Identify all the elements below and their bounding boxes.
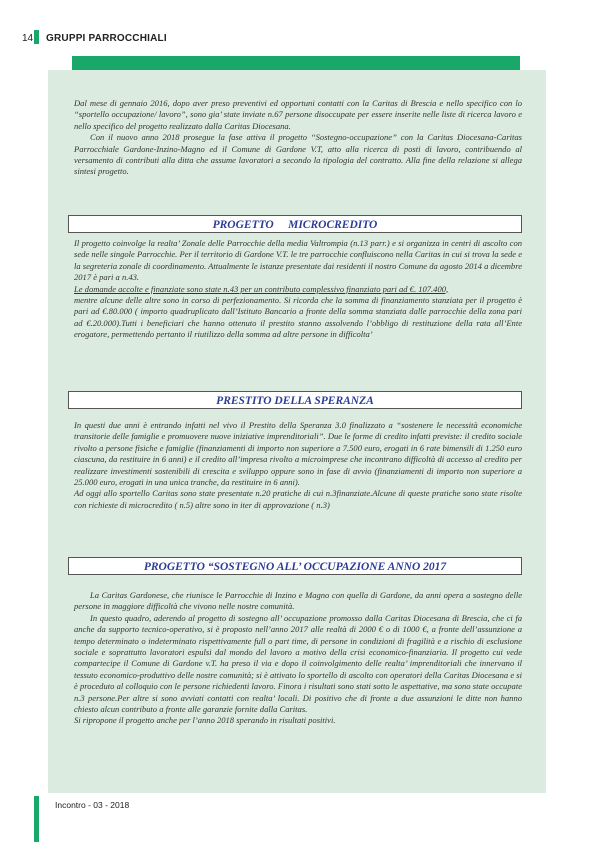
section-title-microcredito: PROGETTO MICROCREDITO: [68, 215, 522, 233]
section-title-prestito: PRESTITO DELLA SPERANZA: [68, 391, 522, 409]
footer-accent-bar: [34, 796, 39, 842]
body-paragraph: La Caritas Gardonese, che riunisce le Parrocchie di Inzino e Magno con quella di Gardone, da anni opera a sostegno delle persone in maggiore difficoltà che vivono nelle nostre comunità.: [74, 590, 522, 612]
body-paragraph: mentre alcune delle altre sono in corso di perfezionamento. Si ricorda che la somma di finanziamento stanziata per il progetto è pari ad €.80.000 ( importo quadruplicato dall’Istituto Bancario a fronte della somma stanziata dalle parrocchie della zona pari ad €.20.000).Tutti i beneficiari che hanno ottenuto il prestito stanno assolvendo l’obbligo di restituzione della rata all’Ente erogatore, permettendo pertanto il riutilizzo della somma ad altre persone in difficolta’: [74, 295, 522, 340]
top-green-band: [72, 56, 520, 70]
section-body-occupazione: [74, 590, 522, 727]
section-header: GRUPPI PARROCCHIALI: [46, 33, 167, 44]
footer-text: Incontro - 03 - 2018: [55, 800, 130, 810]
page-number: 14: [22, 33, 34, 44]
body-paragraph: Il progetto coinvolge la realta’ Zonale delle Parrocchie della media Valtrompia (n.13 parr.) e si organizza in centri di ascolto con sede nelle singole Parrocchie. Per il territorio di Gardone V.T. le tre parrocchie confluiscono nella Caritas in cui si trova la sede e la segreteria zonale di coordinamento. Attualmente le istanze presentate dai residenti il nostro Comune da agosto 2014 a dicembre 2017 è pari a n.43.: [74, 238, 522, 283]
intro-paragraph: Con il nuovo anno 2018 prosegue la fase attiva il progetto “Sostegno-occupazione” con la Caritas Diocesana-Caritas Parrocchiale Gardone-Inzino-Magno ed il Comune di Gardone V.T, atto alla ricerca di posti di lavoro, contribuendo al versamento di contributi alla ditta che assume lavoratori a secondo la tipologia del contratto. Alla fine della relazione si allega sintesi progetto.: [74, 132, 522, 177]
body-paragraph-underlined: Le domande accolte e finanziate sono state n.43 per un contributo complessivo finanziato pari ad €. 107.400,: [74, 283, 449, 294]
header-accent-bar: [34, 30, 39, 44]
section-title-occupazione: PROGETTO “SOSTEGNO ALL’ OCCUPAZIONE ANNO 2017: [68, 557, 522, 575]
body-paragraph: In questi due anni è entrando infatti nel vivo il Prestito della Speranza 3.0 finalizzato a “sostenere le necessità economiche transitorie delle famiglie e promuovere nuove iniziative imprenditoriali”. Due le forme di credito infatti previste: il credito sociale rivolto a persone fisiche e famiglie (finanziamenti di importo non superiore a 7.500 euro, erogati in 6 rate bimensili di 1.250 euro ciascuna, da restituire in 6 anni) e il credito all’impresa rivolto a microimprese che incontrano difficoltà di accesso al credito per realizzare investimenti sostenibili di crescita e sviluppo oppure sono in fase di avvio (finanziamenti di importo non superiore a 25.000 euro, erogati in una unica tranche, da restituire in 6 anni).: [74, 420, 522, 488]
body-paragraph: Ad oggi allo sportello Caritas sono state presentate n.20 pratiche di cui n.3finanziate.Alcune di queste pratiche sono state risolte con richieste di microcredito ( n.5) altre sono in iter di approvazione ( n.3): [74, 488, 522, 510]
section-body-prestito: [74, 420, 522, 511]
body-paragraph: Si ripropone il progetto anche per l’anno 2018 sperando in risultati positivi.: [74, 715, 336, 726]
intro-paragraph: Dal mese di gennaio 2016, dopo aver preso preventivi ed opportuni contatti con la Caritas di Brescia e nello specifico con lo “sportello occupazione/ lavoro”, sono gia’ state inviate n.67 persone disoccupate per essere inserite nelle liste di ricerca lavoro e nello specifico del progetto realizzato dalla Caritas Diocesana.: [74, 98, 522, 131]
intro-text: [74, 98, 522, 178]
body-paragraph: In questo quadro, aderendo al progetto di sostegno all’ occupazione promosso dalla Caritas Diocesana di Brescia, che ci fa anche da supporto tecnico-operativo, si è proposto nell’anno 2017 alle realtà di 2000 € o di 1000 €, a fronte dell’assunzione a tempo determinato o indeterminato rispettivamente full o part time, di persone in condizioni di fragilità e a rischio di esclusione sociale e soprattutto lavoratori espulsi dal mondo del lavoro a motivo della crisi economico-finanziaria. Il progetto cui vede compartecipe il Comune di Gardone v.T. ha preso il via e dopo il coinvolgimento delle realta’ imprenditoriali che innervano il tessuto economico-produttivo delle nostre comunità; si è attivato lo sportello di ascolto con operatori della Caritas Diocesana e si è proceduto al colloquio con le persone richiedenti lavoro. Finora i risultati sono stati sotto le aspettative, ma sono state occupate n.3 persone.Per altre si sono avviati contatti con realta’ locali. Di positivo che di fronte a due assunzioni le ditte non hanno chiesto alcun contributo a fronte alle garanzie fornite dalla Caritas.: [74, 612, 522, 715]
section-body-microcredito: [74, 238, 522, 341]
